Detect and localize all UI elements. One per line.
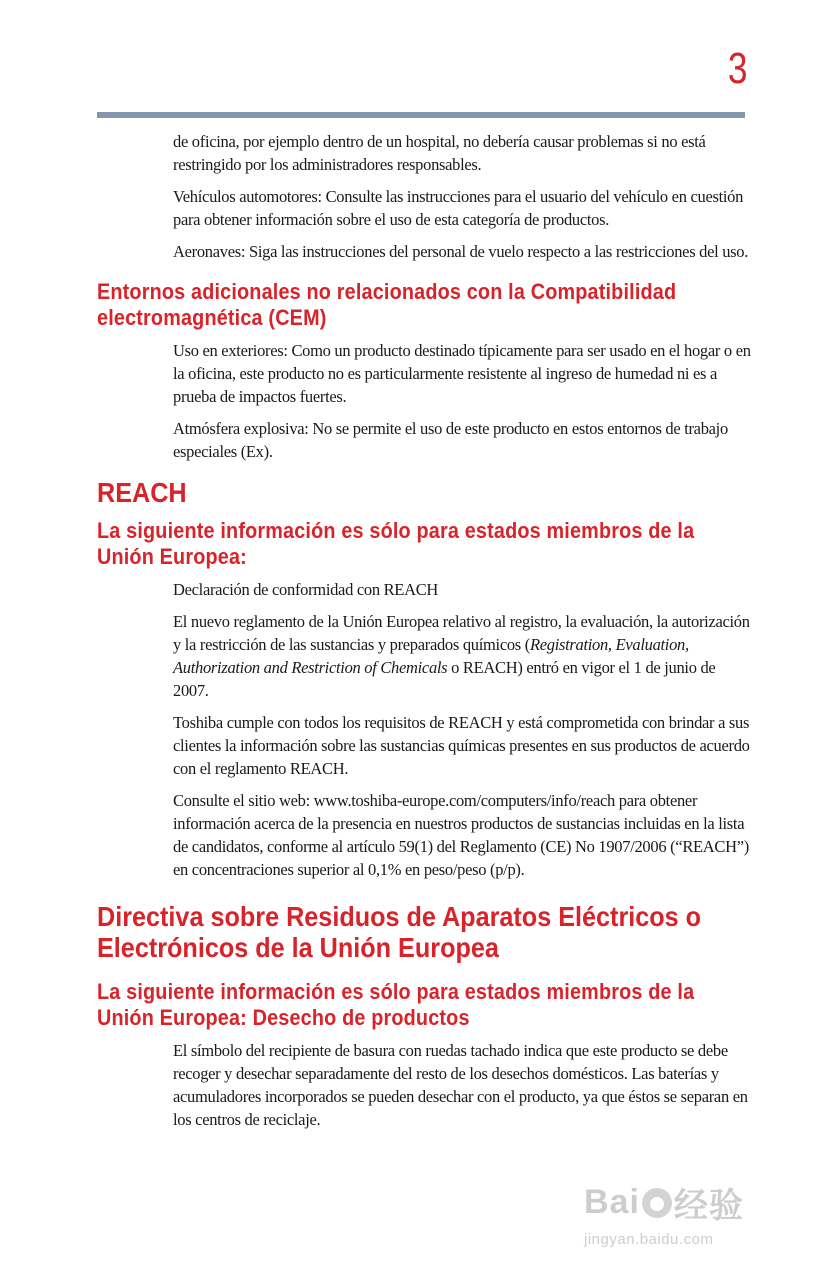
reglamento-italic: Registration, Evaluation, Authorization and Restriction of Chemicals [173, 635, 689, 677]
heading-desecho-line2: Unión Europea: Desecho de productos [97, 1005, 470, 1030]
paw-icon [642, 1188, 672, 1218]
paragraph-exteriores: Uso en exteriores: Como un producto destinado típicamente para ser usado en el hogar o en la oficina, este producto no es particularmente resistente al ingreso de humedad ni es a prueba de impactos fuertes. [173, 341, 751, 406]
paragraph-aeronaves: Aeronaves: Siga las instrucciones del personal de vuelo respecto a las restricciones del uso. [173, 242, 749, 261]
watermark-logo-left: Bai [584, 1183, 640, 1221]
paragraph-oficina: de oficina, por ejemplo dentro de un hospital, no debería causar problemas si no está restringido por los administradores responsables. [173, 132, 706, 174]
heading-info-line1: La siguiente información es sólo para estados miembros de la [97, 518, 695, 543]
heading-weee-line2: Electrónicos de la Unión Europea [97, 932, 499, 963]
heading-reach-text: REACH [97, 477, 187, 508]
heading-entornos [97, 279, 757, 331]
paragraph-simbolo: El símbolo del recipiente de basura con ruedas tachado indica que este producto se debe recoger y desechar separadamente del resto de los desechos domésticos. Las baterías y acumuladores incorporados se pueden desechar con el producto, ya que éstos se separan en los centros de reciclaje. [173, 1041, 748, 1129]
baidu-watermark [584, 1178, 774, 1248]
paragraph-sitio-web: Consulte el sitio web: www.toshiba-europe.com/computers/info/reach para obtener información acerca de la presencia en nuestros productos de sustancias incluidas en la lista de candidatos, conforme al artículo 59(1) del Reglamento (CE) No 1907/2006 (“REACH”) en concentraciones superior al 0,1% en peso/peso (p/p). [173, 791, 749, 879]
heading-desecho-line1: La siguiente información es sólo para estados miembros de la [97, 979, 695, 1004]
heading-info-ue [97, 518, 757, 570]
heading-entornos-line1: Entornos adicionales no relacionados con la Compatibilidad [97, 279, 677, 304]
reglamento-text-a: El nuevo reglamento de la Unión Europea relativo al registro, la evaluación, la autorización y la restricción de las sustancias y preparados químicos ( [173, 612, 750, 654]
paragraph-reglamento [173, 610, 753, 702]
watermark-logo-right: 经验 [673, 1187, 744, 1225]
heading-info-line2: Unión Europea: [97, 544, 247, 569]
reglamento-text-b: o REACH) entró en vigor el 1 de junio de 2007. [173, 658, 716, 700]
heading-weee [97, 901, 757, 963]
paragraph-toshiba: Toshiba cumple con todos los requisitos de REACH y está comprometida con brindar a sus clientes la información sobre las sustancias químicas presentes en sus productos de acuerdo con el reglamento REACH. [173, 713, 750, 778]
page-content [97, 130, 757, 1140]
header-rule [97, 112, 745, 118]
heading-desecho [97, 979, 757, 1031]
page-number: 3 [727, 44, 747, 93]
paragraph-vehiculos: Vehículos automotores: Consulte las instrucciones para el usuario del vehículo en cuestión para obtener información sobre el uso de esta categoría de productos. [173, 187, 744, 229]
watermark-logo [584, 1178, 774, 1227]
watermark-url: jingyan.baidu.com [584, 1231, 714, 1248]
heading-reach [97, 477, 757, 508]
heading-weee-line1: Directiva sobre Residuos de Aparatos Eléctricos o [97, 901, 702, 932]
heading-entornos-line2: electromagnética (CEM) [97, 305, 327, 330]
paragraph-declaracion: Declaración de conformidad con REACH [173, 580, 439, 599]
paragraph-atmosfera: Atmósfera explosiva: No se permite el uso de este producto en estos entornos de trabajo especiales (Ex). [173, 419, 728, 461]
